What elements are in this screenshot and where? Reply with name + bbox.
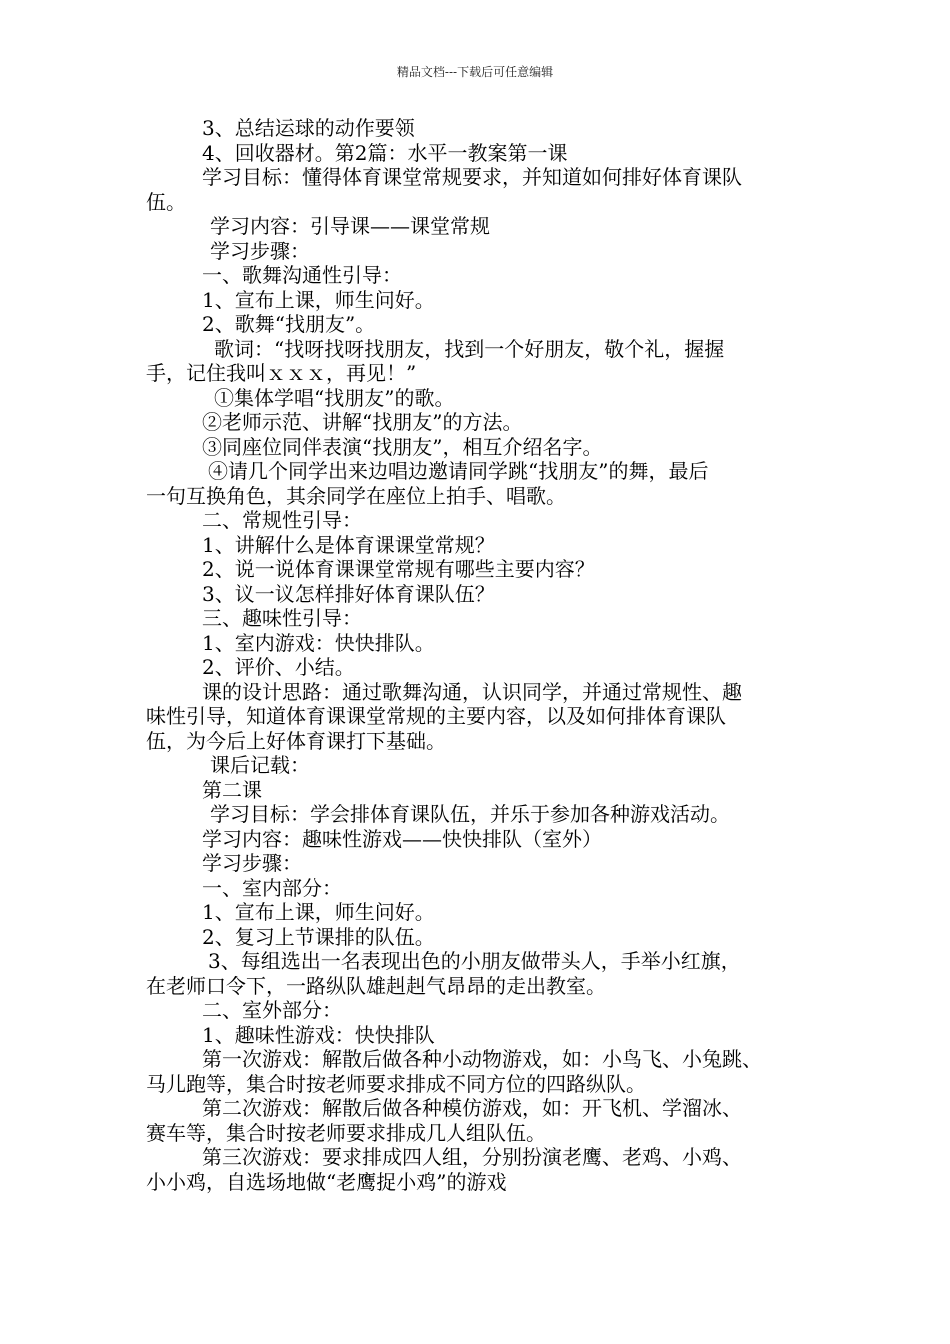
text-line: 伍，为今后上好体育课打下基础。: [146, 728, 446, 753]
text-line: 1、宣布上课，师生问好。: [202, 287, 435, 312]
text-line: 3、总结运球的动作要领: [202, 116, 415, 140]
document-body: [146, 116, 811, 1194]
text-line: 一句互换角色，其余同学在座位上拍手、唱歌。: [146, 483, 566, 508]
text-line: 1、趣味性游戏：快快排队: [202, 1022, 435, 1047]
text-line: 歌词：“找呀找呀找朋友，找到一个好朋友，敬个礼，握握: [214, 336, 725, 361]
text-line: 第二次游戏：解散后做各种模仿游戏，如：开飞机、学溜冰、: [202, 1096, 742, 1120]
text-line: 一、室内部分：: [202, 875, 342, 900]
text-line: 学习步骤：: [202, 851, 302, 875]
text-line: 2、评价、小结。: [202, 655, 355, 679]
text-line: 1、宣布上课，师生问好。: [202, 900, 435, 924]
text-line: 马儿跑等，集合时按老师要求排成不同方位的四路纵队。: [146, 1071, 646, 1096]
text-line: 学习目标：学会排体育课队伍，并乐于参加各种游戏活动。: [210, 802, 730, 826]
text-line: ③同座位同伴表演“找朋友”，相互介绍名字。: [202, 434, 603, 459]
text-line: 1、室内游戏：快快排队。: [202, 630, 435, 655]
text-line: 手，记住我叫ｘｘｘ，再见！”: [146, 361, 417, 385]
text-line: ②老师示范、讲解“找朋友”的方法。: [202, 410, 523, 434]
text-line: 4、回收器材。第2篇：水平一教案第一课: [202, 140, 568, 165]
text-line: 在老师口令下，一路纵队雄赳赳气昂昂的走出教室。: [146, 973, 606, 998]
text-line: 第一次游戏：解散后做各种小动物游戏，如：小鸟飞、小兔跳、: [202, 1047, 762, 1071]
text-line: 第三次游戏：要求排成四人组，分别扮演老鹰、老鸡、小鸡、: [202, 1145, 742, 1169]
text-line: 2、复习上节课排的队伍。: [202, 924, 435, 949]
text-line: 1、讲解什么是体育课课堂常规？: [202, 532, 495, 557]
text-line: 课的设计思路：通过歌舞沟通，认识同学，并通过常规性、趣: [202, 679, 742, 704]
text-line: 味性引导，知道体育课课堂常规的主要内容，以及如何排体育课队: [146, 704, 726, 728]
text-line: 赛车等，集合时按老师要求排成几人组队伍。: [146, 1120, 546, 1145]
text-line: 二、室外部分：: [202, 998, 342, 1022]
page-header: 精品文档---下载后可任意编辑: [396, 65, 554, 79]
text-line: 学习步骤：: [210, 238, 310, 263]
text-line: ①集体学唱“找朋友”的歌。: [214, 385, 455, 410]
text-line: 一、歌舞沟通性引导：: [202, 263, 402, 287]
text-line: 小小鸡，自选场地做“老鹰捉小鸡”的游戏: [146, 1169, 507, 1194]
text-line: 伍。: [146, 189, 186, 214]
text-line: 第二课: [202, 777, 262, 802]
text-line: 3、每组选出一名表现出色的小朋友做带头人，手举小红旗，: [208, 949, 741, 973]
text-line: 二、常规性引导：: [202, 508, 362, 532]
text-line: 三、趣味性引导：: [202, 606, 362, 630]
text-line: 2、歌舞“找朋友”。: [202, 312, 376, 336]
text-line: 学习内容：趣味性游戏——快快排队（室外）: [202, 826, 602, 851]
text-line: 3、议一议怎样排好体育课队伍？: [202, 581, 495, 606]
text-line: 学习目标：懂得体育课堂常规要求，并知道如何排好体育课队: [202, 165, 742, 189]
text-line: 课后记载：: [210, 753, 310, 777]
text-line: 2、说一说体育课课堂常规有哪些主要内容？: [202, 557, 595, 581]
text-line: 学习内容：引导课——课堂常规: [210, 214, 490, 238]
text-line: ④请几个同学出来边唱边邀请同学跳“找朋友”的舞，最后: [208, 459, 709, 483]
